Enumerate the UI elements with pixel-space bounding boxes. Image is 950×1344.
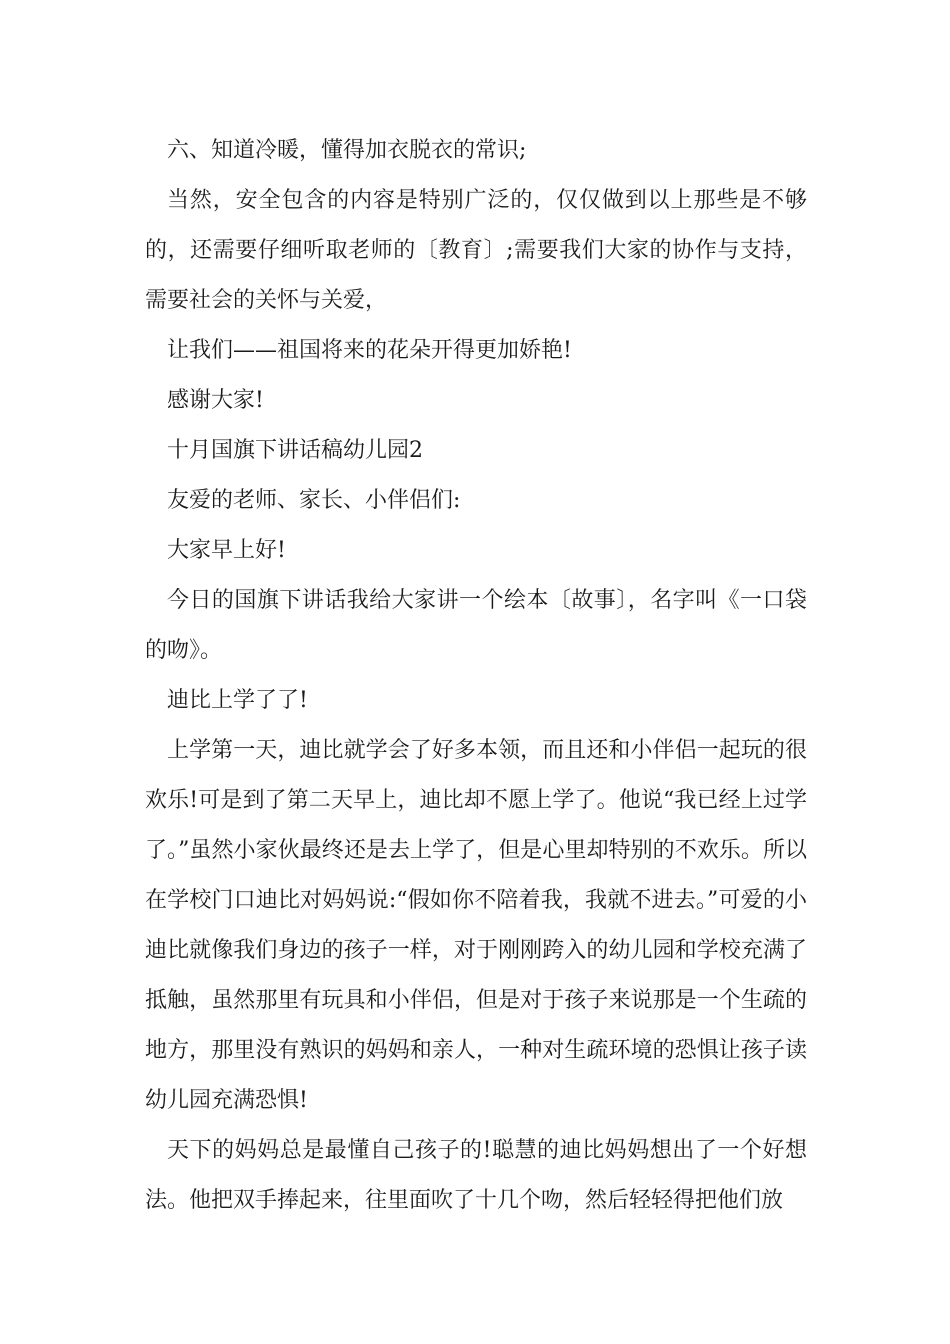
paragraph-greeting-audience: 友爱的老师、家长、小伴侣们:	[167, 488, 461, 513]
paragraph-dibi-school: 迪比上学了了!	[167, 688, 308, 713]
paragraph-flowers: 让我们——祖国将来的花朵开得更加娇艳!	[167, 338, 572, 363]
paragraph-good-morning: 大家早上好!	[167, 538, 286, 563]
paragraph-mother-idea: 天下的妈妈总是最懂自己孩子的!聪慧的迪比妈妈想出了一个好想法。他把双手捧起来，往里面吹了十几个吻，然后轻轻得把他们放	[145, 1138, 807, 1213]
paragraph-thanks: 感谢大家!	[167, 388, 264, 413]
section-title-speech-2: 十月国旗下讲话稿幼儿园2	[167, 438, 423, 463]
paragraph-common-sense: 六、知道冷暖，懂得加衣脱衣的常识;	[167, 138, 527, 163]
paragraph-story-intro: 今日的国旗下讲话我给大家讲一个绘本〔故事〕，名字叫《一口袋的吻》。	[145, 588, 807, 663]
paragraph-safety: 当然，安全包含的内容是特别广泛的，仅仅做到以上那些是不够的，还需要仔细听取老师的〔教育〕;需要我们大家的协作与支持，需要社会的关怀与关爱，	[145, 188, 807, 313]
paragraph-first-day: 上学第一天，迪比就学会了好多本领，而且还和小伴侣一起玩的很欢乐!可是到了第二天早上，迪比却不愿上学了。他说“我已经上过学了。”虽然小家伙最终还是去上学了，但是心里却特别的不欢乐。所以在学校门口迪比对妈妈说:“假如你不陪着我，我就不进去。”可爱的小迪比就像我们身边的孩子一样，对于刚刚跨入的幼儿园和学校充满了抵触，虽然那里有玩具和小伴侣，但是对于孩子来说那是一个生疏的地方，那里没有熟识的妈妈和亲人，一种对生疏环境的恐惧让孩子读幼儿园充满恐惧!	[145, 738, 807, 1113]
document-body	[145, 126, 807, 1226]
